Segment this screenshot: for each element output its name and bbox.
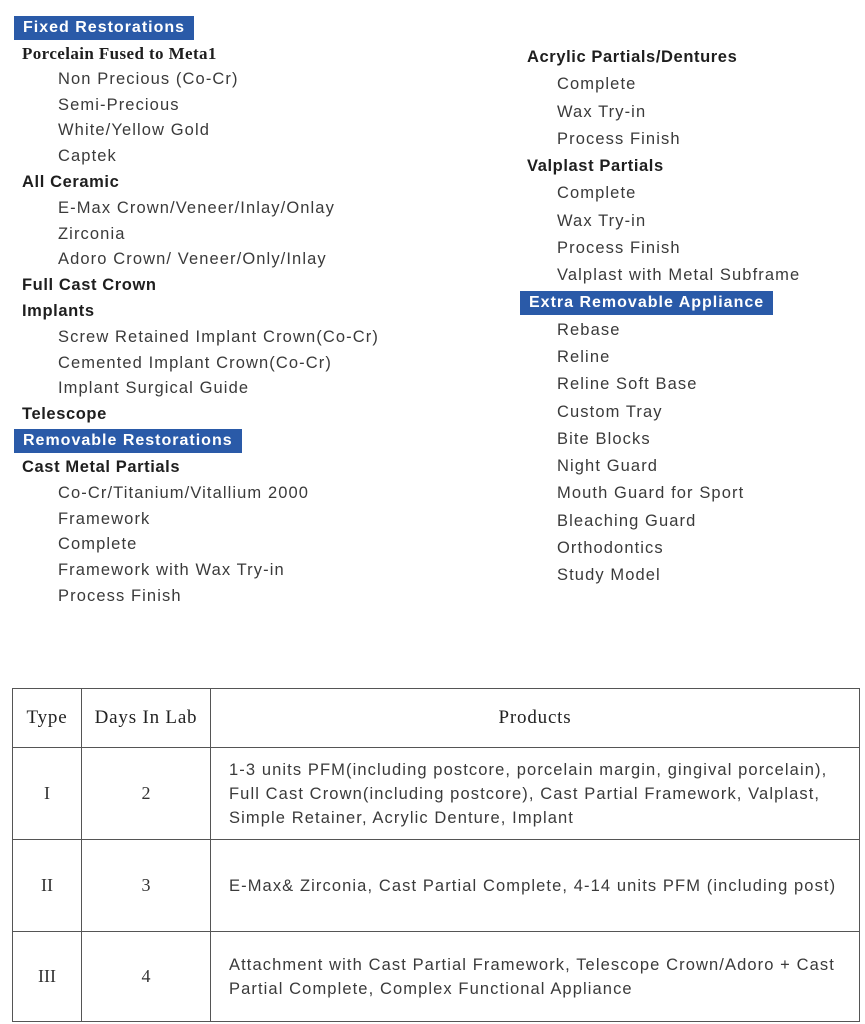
service-item: Framework with Wax Try-in: [58, 561, 285, 580]
list-item: [14, 558, 454, 584]
list-item: [14, 481, 454, 507]
category-heading-row: [14, 402, 454, 428]
header-type: Type: [13, 689, 82, 748]
type-cell: III: [13, 932, 82, 1022]
service-item: Study Model: [557, 566, 661, 585]
service-item: Complete: [557, 184, 637, 203]
section-band-removable-restorations: Removable Restorations: [14, 429, 242, 453]
category-heading-row: [520, 44, 860, 71]
header-days-in-lab: Days In Lab: [82, 689, 211, 748]
list-item: [520, 208, 860, 235]
service-item: Semi-Precious: [58, 95, 180, 114]
list-item: [14, 67, 454, 93]
category-heading: All Ceramic: [22, 172, 120, 191]
list-item: [520, 126, 860, 153]
service-item: Wax Try-in: [557, 211, 647, 230]
list-item: [14, 584, 454, 610]
service-item: Adoro Crown/ Veneer/Only/Inlay: [58, 250, 327, 269]
service-item: Rebase: [557, 320, 621, 339]
service-item: Bite Blocks: [557, 429, 651, 448]
section-band-fixed-restorations: Fixed Restorations: [14, 16, 194, 40]
table-row: [13, 932, 860, 1022]
list-item: [520, 453, 860, 480]
service-item: Screw Retained Implant Crown(Co-Cr): [58, 327, 379, 346]
service-item: Orthodontics: [557, 539, 664, 558]
list-item: [14, 532, 454, 558]
category-heading-row: [520, 153, 860, 180]
service-item: Complete: [58, 535, 138, 554]
list-item: [520, 399, 860, 426]
category-heading: Implants: [22, 301, 95, 320]
type-cell: II: [13, 840, 82, 932]
days-cell: 2: [82, 748, 211, 840]
products-cell: E-Max& Zirconia, Cast Partial Complete, 4-14 units PFM (including post): [211, 840, 860, 932]
list-item: [14, 351, 454, 377]
list-item: [14, 325, 454, 351]
list-item: [14, 118, 454, 144]
list-item: [520, 71, 860, 98]
left-column: [14, 14, 454, 610]
service-item: Reline Soft Base: [557, 375, 698, 394]
table-row: [13, 748, 860, 840]
list-item: [520, 317, 860, 344]
service-item: Process Finish: [557, 129, 681, 148]
list-item: [520, 180, 860, 207]
category-heading: Full Cast Crown: [22, 276, 157, 295]
section-band-extra-removable-appliance: Extra Removable Appliance: [520, 291, 773, 315]
section-band-row: [14, 14, 454, 41]
list-item: [520, 371, 860, 398]
category-heading-row: [14, 273, 454, 299]
products-cell: Attachment with Cast Partial Framework, Telescope Crown/Adoro + Cast Partial Complete, Complex Functional Appliance: [211, 932, 860, 1022]
days-cell: 3: [82, 840, 211, 932]
service-item: Custom Tray: [557, 402, 663, 421]
list-item: [14, 247, 454, 273]
list-item: [520, 426, 860, 453]
service-item: Night Guard: [557, 457, 659, 476]
list-item: [520, 480, 860, 507]
products-cell: 1-3 units PFM(including postcore, porcelain margin, gingival porcelain), Full Cast Crown(including postcore), Cast Partial Framework, Valplast, Simple Retainer, Acrylic Denture, Implant: [211, 748, 860, 840]
service-item: Process Finish: [557, 239, 681, 258]
service-item: Cemented Implant Crown(Co-Cr): [58, 353, 332, 372]
category-heading-row: [14, 299, 454, 325]
list-item: [520, 262, 860, 289]
service-item: E-Max Crown/Veneer/Inlay/Onlay: [58, 198, 335, 217]
section-band-row: [14, 428, 454, 455]
service-item: Framework: [58, 509, 151, 528]
service-item: Captek: [58, 147, 117, 166]
list-item: [520, 535, 860, 562]
service-item: Mouth Guard for Sport: [557, 484, 745, 503]
table-row: [13, 840, 860, 932]
list-item: [520, 562, 860, 589]
service-item: Reline: [557, 347, 611, 366]
list-item: [14, 144, 454, 170]
header-products: Products: [211, 689, 860, 748]
service-item: White/Yellow Gold: [58, 121, 210, 140]
service-item: Bleaching Guard: [557, 511, 697, 530]
table-header-row: [13, 689, 860, 748]
service-item: Non Precious (Co-Cr): [58, 69, 239, 88]
turnaround-table: [12, 688, 860, 1022]
list-item: [14, 376, 454, 402]
list-item: [14, 507, 454, 533]
service-item: Zirconia: [58, 224, 126, 243]
category-heading: Telescope: [22, 405, 107, 424]
category-heading-row: [14, 41, 454, 67]
service-item: Wax Try-in: [557, 102, 647, 121]
service-item: Co-Cr/Titanium/Vitallium 2000: [58, 483, 310, 502]
service-item: Implant Surgical Guide: [58, 379, 250, 398]
category-heading: Cast Metal Partials: [22, 457, 181, 476]
category-heading: Porcelain Fused to Meta1: [22, 44, 217, 63]
category-heading: Acrylic Partials/Dentures: [527, 48, 738, 66]
service-item: Complete: [557, 75, 637, 94]
right-column: [520, 44, 860, 590]
service-item: Process Finish: [58, 586, 182, 605]
list-item: [520, 99, 860, 126]
list-item: [14, 93, 454, 119]
list-item: [14, 222, 454, 248]
list-item: [520, 235, 860, 262]
type-cell: I: [13, 748, 82, 840]
list-item: [520, 508, 860, 535]
category-heading-row: [14, 455, 454, 481]
service-item: Valplast with Metal Subframe: [557, 266, 801, 285]
category-heading: Valplast Partials: [527, 157, 664, 176]
section-band-row: [520, 290, 860, 317]
category-heading-row: [14, 170, 454, 196]
days-cell: 4: [82, 932, 211, 1022]
list-item: [14, 196, 454, 222]
list-item: [520, 344, 860, 371]
